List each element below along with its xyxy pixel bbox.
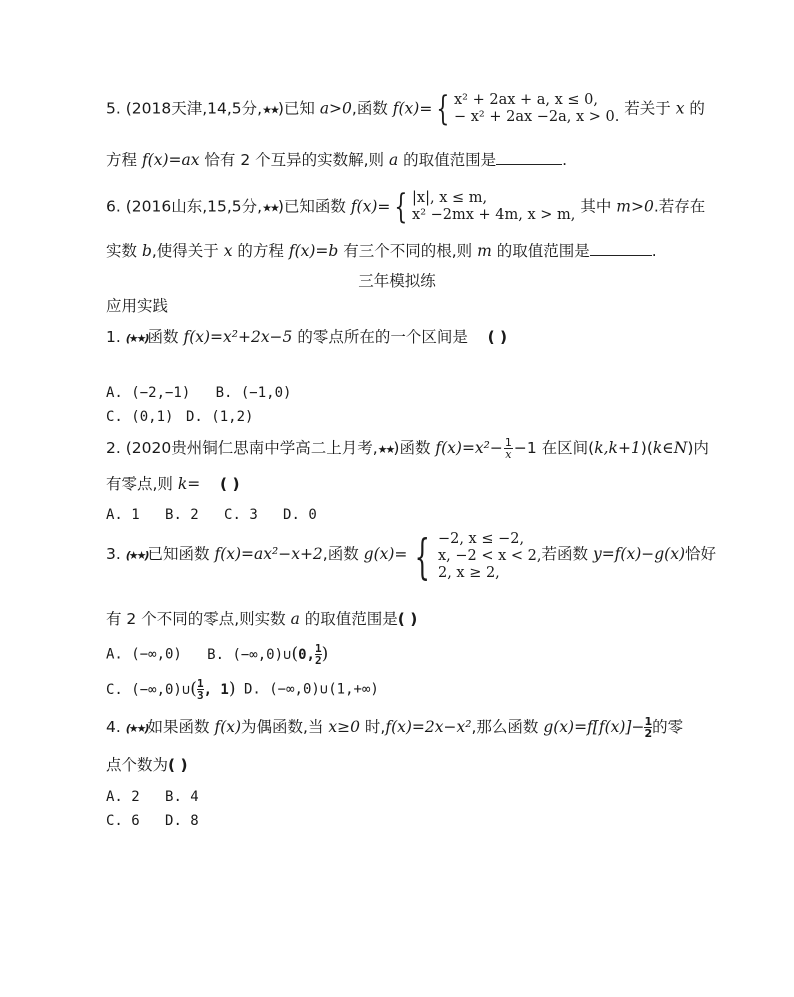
q5-piecewise (454, 92, 619, 126)
difficulty-stars-icon: (★★) (125, 722, 148, 735)
q6-line1 (106, 187, 706, 227)
p2-option-b[interactable]: B. 2 (165, 507, 199, 523)
p1-options-row1 (106, 383, 291, 403)
q5-equation: f(x)=ax (141, 151, 200, 169)
p3-option-c-tail: , 1 (203, 681, 229, 698)
p3-option-c-rparen: ) (228, 678, 236, 699)
q5-case-1: x² + 2ax + a, x ≤ 0, (453, 92, 599, 108)
p1-text: 函数 (147, 328, 184, 346)
p4-answer-paren[interactable]: ( ) (168, 756, 188, 774)
q6-var: x (223, 242, 233, 260)
p3-option-b[interactable] (207, 642, 329, 667)
q5-case-2: − x² + 2ax −2a, x > 0. (453, 109, 620, 125)
p4-option-b[interactable]: B. 4 (165, 789, 199, 805)
p2-option-a[interactable]: A. 1 (106, 507, 140, 523)
p3-text: 有 2 个不同的零点,则实数 (106, 610, 291, 628)
p4-option-c[interactable]: C. 6 (106, 813, 140, 829)
p2-function-tail: −1 (513, 439, 537, 457)
p3-difference: y=f(x)−g(x) (592, 545, 685, 563)
p1-options-row2 (106, 407, 253, 427)
p2-source: (2020贵州铜仁思南中学高二上月考, (125, 439, 378, 457)
p3-text: ,函数 (322, 545, 364, 563)
p3-piecewise (438, 531, 542, 582)
p3-option-b-lparen: ( (291, 643, 299, 664)
p3-option-c-fraction (197, 678, 204, 701)
p2-var: k= (177, 475, 201, 493)
p3-line1 (106, 528, 717, 585)
p3-option-c-prefix: C. (−∞,0)∪ (106, 681, 191, 698)
q6-answer-blank[interactable] (590, 241, 652, 256)
p3-option-b-zero: 0, (298, 646, 315, 663)
q5-line1 (106, 89, 705, 129)
p1-function: f(x)=x²+2x−5 (183, 328, 293, 346)
p2-text: )函数 (393, 439, 436, 457)
p1-option-b[interactable]: B. (−1,0) (215, 385, 292, 401)
q6-text: 实数 (106, 242, 142, 260)
q5-period: . (562, 151, 568, 169)
p1-option-d[interactable]: D. (1,2) (186, 409, 254, 425)
p4-text: 的零 (652, 718, 684, 736)
left-brace-icon: { (415, 528, 431, 585)
p3-option-b-fraction (315, 643, 322, 666)
p3-options-row2 (106, 678, 379, 701)
q6-line2 (106, 241, 657, 261)
p2-option-d[interactable]: D. 0 (283, 507, 317, 523)
p2-frac-den: x (505, 448, 512, 461)
p1-number: 1. (106, 328, 121, 346)
p3-text: 恰好 (685, 545, 717, 563)
p3-text: 的取值范围是 (299, 610, 398, 628)
p2-line1 (106, 437, 709, 460)
q6-case-2: x² −2mx + 4m, x > m, (412, 207, 576, 223)
p2-text: 在区间( (536, 439, 595, 457)
p3-case-3: 2, x ≥ 2, (437, 565, 500, 581)
q6-var: m (477, 242, 492, 260)
q5-text: 方程 (106, 151, 142, 169)
q6-text: 其中 (575, 197, 617, 216)
q5-text: 的 (684, 99, 705, 118)
p4-options-row2 (106, 811, 199, 831)
p3-option-b-rparen: ) (321, 643, 329, 664)
q5-answer-blank[interactable] (496, 150, 562, 165)
q5-function-name: f(x) (392, 99, 420, 118)
p4-text: ,那么函数 (471, 718, 544, 736)
q5-source: (2018天津,14,5分, (125, 99, 263, 118)
p1-option-c[interactable]: C. (0,1) (106, 409, 174, 425)
p3-option-b-num: 1 (314, 642, 322, 655)
p3-equals: = (394, 545, 408, 563)
q6-equation: f(x)=b (288, 242, 339, 260)
p3-option-d[interactable]: D. (−∞,0)∪(1,+∞) (243, 681, 379, 698)
p4-line1 (106, 716, 683, 739)
difficulty-stars-icon: (★★) (125, 549, 148, 562)
q5-line2 (106, 150, 567, 170)
q6-case-1: |x|, x ≤ m, (412, 190, 488, 206)
p3-option-c-den: 3 (196, 689, 204, 702)
q6-text: )已知函数 (277, 197, 351, 216)
p4-line2 (106, 755, 188, 775)
p2-option-c[interactable]: C. 3 (224, 507, 258, 523)
p3-option-b-den: 2 (314, 654, 322, 667)
p3-line2 (106, 609, 417, 629)
p4-frac-den: 2 (644, 727, 653, 740)
p3-var: a (290, 610, 300, 628)
p1-option-a[interactable]: A. (−2,−1) (106, 385, 191, 401)
q6-piecewise (412, 190, 575, 224)
difficulty-stars-icon: ★★ (377, 443, 394, 456)
p4-text: 如果函数 (147, 718, 215, 736)
q6-period: . (651, 242, 657, 260)
q5-condition: a>0 (319, 99, 352, 118)
subsection-title: 应用实践 (106, 297, 169, 315)
p3-text: 若函数 (541, 545, 593, 563)
left-brace-icon: { (394, 187, 408, 227)
q6-text: 有三个不同的根,则 (338, 242, 478, 260)
p3-option-a[interactable]: A. (−∞,0) (106, 646, 182, 663)
p3-option-b-prefix: B. (−∞,0)∪ (207, 646, 292, 663)
p4-options-row1 (106, 787, 199, 807)
p4-definition: f(x)=2x−x² (385, 718, 472, 736)
p3-g-name: g(x) (363, 545, 395, 563)
p1-line1 (106, 327, 507, 349)
p2-text: )内 (687, 439, 709, 457)
q6-text: .若存在 (653, 197, 706, 216)
p1-answer-paren[interactable]: ( ) (487, 328, 508, 346)
p3-answer-paren[interactable]: ( ) (397, 610, 418, 628)
p4-option-a[interactable]: A. 2 (106, 789, 140, 805)
q6-text: 的方程 (232, 242, 289, 260)
q5-text: 的取值范围是 (398, 151, 497, 169)
p2-number: 2. (106, 439, 121, 457)
difficulty-stars-icon: (★★) (125, 332, 148, 345)
q5-text: 恰有 2 个互异的实数解,则 (199, 151, 389, 169)
p3-options-row1 (106, 643, 328, 666)
q6-text: 的取值范围是 (491, 242, 590, 260)
q5-number: 5. (106, 99, 121, 118)
q5-text: )已知 (277, 99, 320, 118)
q5-var: a (388, 151, 399, 169)
p4-fraction (644, 716, 652, 739)
left-brace-icon: { (436, 89, 450, 129)
p3-option-c-num: 1 (196, 677, 204, 690)
p2-line2 (106, 474, 240, 494)
q6-number: 6. (106, 197, 121, 216)
p3-case-2: x, −2 < x < 2, (437, 548, 542, 564)
p2-options (106, 505, 317, 525)
p4-condition: x≥0 (328, 718, 360, 736)
q5-text: 若关于 (619, 99, 676, 118)
p4-text: 时, (359, 718, 386, 736)
q6-function-name: f(x) (350, 197, 378, 216)
p3-number: 3. (106, 545, 121, 563)
difficulty-stars-icon: ★★ (262, 103, 278, 117)
p4-option-d[interactable]: D. 8 (165, 813, 199, 829)
q5-equals: = (419, 99, 433, 118)
q6-source: (2016山东,15,5分, (125, 197, 263, 216)
p4-frac-num: 1 (644, 715, 653, 728)
p2-function: f(x)=x²− (435, 439, 503, 457)
difficulty-stars-icon: ★★ (262, 201, 278, 215)
p4-number: 4. (106, 718, 121, 736)
q6-text: ,使得关于 (151, 242, 224, 260)
p2-condition: k∈N (652, 439, 688, 457)
p2-answer-paren[interactable]: ( ) (219, 475, 240, 493)
q6-condition: m>0 (616, 197, 654, 216)
q6-var: b (141, 242, 152, 260)
p4-g-function: g(x)=f[f(x)]− (543, 718, 645, 736)
p2-text: 有零点,则 (106, 475, 178, 493)
p4-text: 点个数为 (106, 756, 169, 774)
section-title: 三年模拟练 (358, 272, 436, 290)
p2-frac-num: 1 (504, 436, 512, 449)
p3-text: 已知函数 (147, 545, 215, 563)
p4-function-name: f(x) (214, 718, 242, 736)
q6-equals: = (377, 197, 391, 216)
p4-text: 为偶函数,当 (241, 718, 329, 736)
p3-option-c-lparen: ( (190, 678, 197, 699)
p3-option-c[interactable] (106, 677, 236, 702)
p1-text: 的零点所在的一个区间是 (292, 328, 468, 346)
q5-var: x (675, 99, 685, 118)
p2-fraction (504, 437, 513, 460)
p3-case-1: −2, x ≤ −2, (437, 531, 525, 547)
p2-interval: k,k+1 (594, 439, 641, 457)
q5-text: ,函数 (351, 99, 393, 118)
p2-text: )( (640, 439, 653, 457)
p3-function: f(x)=ax²−x+2 (214, 545, 323, 563)
